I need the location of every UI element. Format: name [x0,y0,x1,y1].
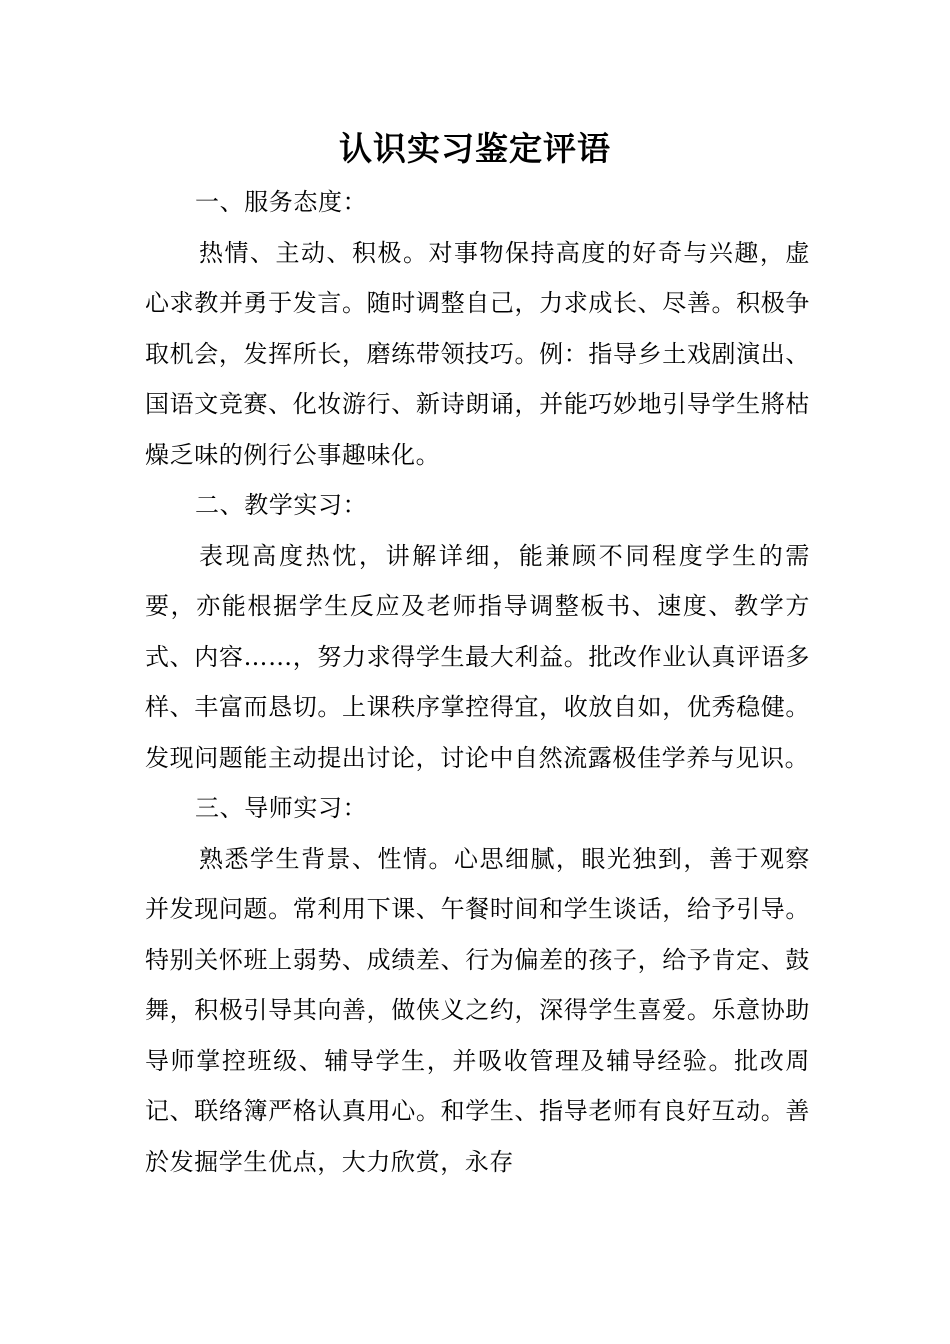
section-heading-mentor-practice: 三、导师实习： [195,794,368,822]
document-title: 认识实习鉴定评语 [339,129,611,168]
section-body-service-attitude: 热情、主动、积极。对事物保持高度的好奇与兴趣，虚心求教并勇于发言。随时调整自己，力求成长、尽善。积极争取机会，发挥所长，磨练带领技巧。例：指导乡土戏剧演出、国语文竞赛、化妆游行、新诗朗诵，并能巧妙地引导学生將枯燥乏味的例行公事趣味化。 [145,238,810,469]
section-body-mentor-practice: 熟悉学生背景、性情。心思细腻，眼光独到，善于观察并发现问题。常利用下课、午餐时间和学生谈话，给予引导。特别关怀班上弱势、成绩差、行为偏差的孩子，给予肯定、鼓舞，积极引导其向善，做侠义之约，深得学生喜爱。乐意协助导师掌控班级、辅导学生，并吸收管理及辅导经验。批改周记、联络簿严格认真用心。和学生、指导老师有良好互动。善於发掘学生优点，大力欣赏，永存 [145,844,810,1176]
section-heading-teaching-practice: 二、教学实习： [195,491,368,519]
section-body-teaching-practice: 表现高度热忱，讲解详细，能兼顾不同程度学生的需要，亦能根据学生反应及老师指导调整板书、速度、教学方式、内容……，努力求得学生最大利益。批改作业认真评语多样、丰富而恳切。上课秩序掌控得宜，收放自如，优秀稳健。发现问题能主动提出讨论，讨论中自然流露极佳学养与见识。 [145,541,810,772]
section-heading-service-attitude: 一、服务态度： [195,188,368,216]
document-body [145,177,810,1187]
